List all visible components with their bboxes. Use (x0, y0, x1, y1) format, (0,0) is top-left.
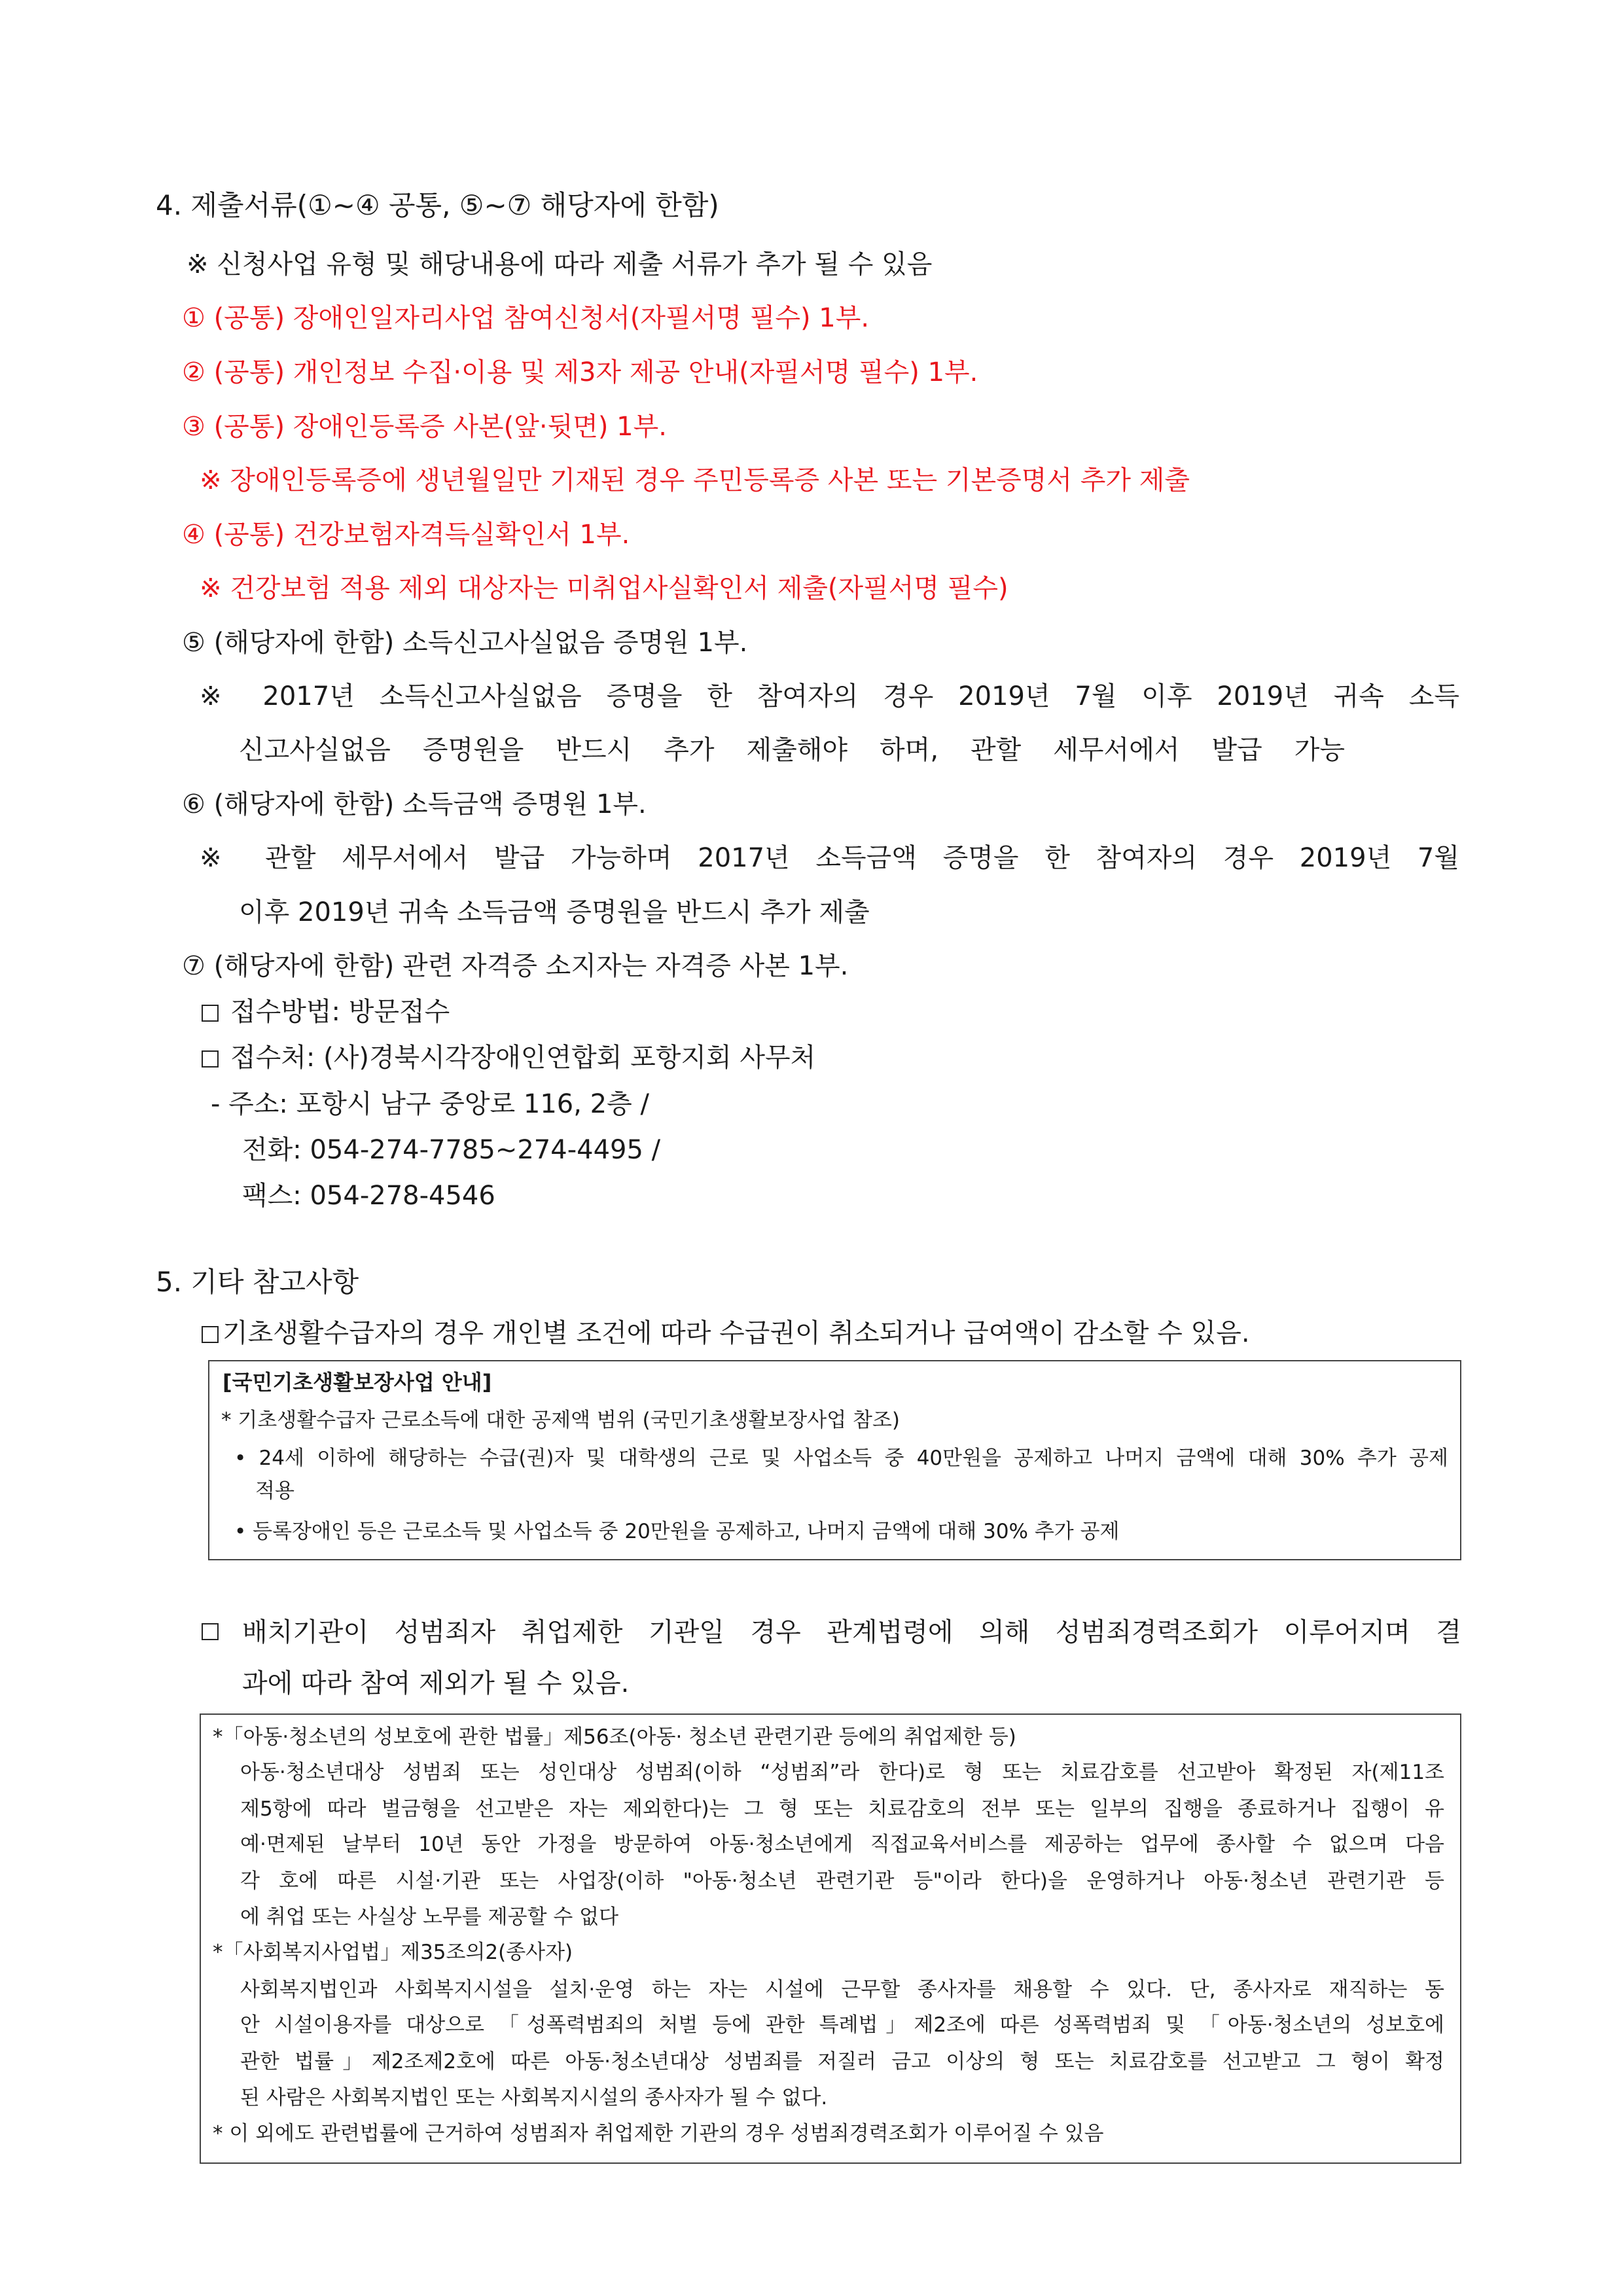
legal-box-line-5: 각 호에 따른 시설·기관 또는 사업장(이하 "아동·청소년 관련기관 등"이라 한다)을 운영하거나 아동·청소년 관련기관 등 (240, 1869, 1444, 1893)
section5-item-1-text: 기초생활수급자의 경우 개인별 조건에 따라 수급권이 취소되거나 급여액이 감소할 수 있음. (223, 1318, 1250, 1348)
legal-box-line-12: * 이 외에도 관련법률에 근거하여 성범죄자 취업제한 기관의 경우 성범죄경력조회가 이루어질 수 있음 (213, 2122, 1104, 2145)
receipt-address: - 주소: 포항시 남구 중앙로 116, 2층 / (211, 1089, 649, 1119)
legal-box-line-10: 관한 법률」제2조제2호에 따른 아동·청소년대상 성범죄를 저질러 금고 이상의 형 또는 치료감호를 선고받고 그 형이 확정 (240, 2050, 1444, 2073)
receipt-phone: 전화: 054-274-7785~274-4495 / (242, 1135, 661, 1165)
legal-box-line-6: 에 취업 또는 사실상 노무를 제공할 수 없다 (240, 1905, 619, 1929)
legal-box-line-11: 된 사람은 사회복지법인 또는 사회복지시설의 종사자가 될 수 없다. (240, 2086, 828, 2109)
doc-item-5-note-line2: 신고사실없음 증명원을 반드시 추가 제출해야 하며, 관할 세무서에서 발급 가능 (239, 735, 1345, 765)
section5-item-2-line1: 배치기관이 성범죄자 취업제한 기관일 경우 관계법령에 의해 성범죄경력조회가 이루어지며 결 (242, 1617, 1461, 1647)
checkbox-square-icon (202, 1050, 219, 1067)
legal-box-line-9: 안 시설이용자를 대상으로 「성폭력범죄의 처벌 등에 관한 특례법」제2조에 따른 성폭력범죄 및 「아동·청소년의 성보호에 (240, 2013, 1444, 2037)
doc-item-4-note: ※ 건강보험 적용 제외 대상자는 미취업사실확인서 제출(자필서명 필수) (200, 573, 1008, 603)
livelihood-info-box (208, 1360, 1461, 1560)
legal-box-line-3: 제5항에 따라 벌금형을 선고받은 자는 제외한다)는 그 형 또는 치료감호의 전부 또는 일부의 집행을 종료하거나 집행이 유 (240, 1797, 1444, 1821)
section5-item-2-line2: 과에 따라 참여 제외가 될 수 있음. (242, 1668, 630, 1698)
doc-item-5: ⑤ (해당자에 한함) 소득신고사실없음 증명원 1부. (182, 628, 748, 658)
livelihood-box-title: [국민기초생활보장사업 안내] (223, 1370, 492, 1395)
doc-item-3: ③ (공통) 장애인등록증 사본(앞·뒷면) 1부. (182, 412, 667, 442)
doc-item-5-note-line1: ※ 2017년 소득신고사실없음 증명을 한 참여자의 경우 2019년 7월 이후 2019년 귀속 소득 (200, 681, 1459, 711)
legal-box-line-7: *「사회복지사업법」제35조의2(종사자) (213, 1941, 573, 1964)
receipt-place-text: 접수처: (사)경북시각장애인연합회 포항지회 사무처 (230, 1043, 816, 1073)
doc-item-7: ⑦ (해당자에 한함) 관련 자격증 소지자는 자격증 사본 1부. (182, 951, 849, 981)
doc-item-1: ① (공통) 장애인일자리사업 참여신청서(자필서명 필수) 1부. (182, 303, 870, 333)
receipt-fax: 팩스: 054-278-4546 (242, 1181, 495, 1211)
receipt-place (202, 1042, 815, 1073)
legal-notice-box (200, 1713, 1461, 2164)
checkbox-square-icon (202, 1623, 219, 1640)
doc-item-3-note: ※ 장애인등록증에 생년월일만 기재된 경우 주민등록증 사본 또는 기본증명서 추가 제출 (200, 465, 1190, 495)
legal-box-line-8: 사회복지법인과 사회복지시설을 설치·운영 하는 자는 시설에 근무할 종사자를 채용할 수 있다. 단, 종사자로 재직하는 동 (240, 1978, 1444, 2001)
section5-item-2 (202, 1617, 1461, 1648)
livelihood-box-line-3: 적용 (255, 1479, 294, 1503)
doc-item-2: ② (공통) 개인정보 수집·이용 및 제3자 제공 안내(자필서명 필수) 1부. (182, 357, 978, 387)
section5-title: 5. 기타 참고사항 (156, 1266, 359, 1298)
livelihood-box-line-4: • 등록장애인 등은 근로소득 및 사업소득 중 20만원을 공제하고, 나머지 금액에 대해 30% 추가 공제 (234, 1520, 1120, 1543)
doc-item-6-note-line2: 이후 2019년 귀속 소득금액 증명원을 반드시 추가 제출 (239, 897, 870, 927)
legal-box-line-1: *「아동·청소년의 성보호에 관한 법률」제56조(아동· 청소년 관련기관 등에의 취업제한 등) (213, 1725, 1016, 1749)
livelihood-box-line-1: * 기초생활수급자 근로소득에 대한 공제액 범위 (국민기초생활보장사업 참조) (221, 1408, 900, 1432)
doc-item-6: ⑥ (해당자에 한함) 소득금액 증명원 1부. (182, 789, 647, 819)
legal-box-line-4: 예·면제된 날부터 10년 동안 가정을 방문하여 아동·청소년에게 직접교육서비스를 제공하는 업무에 종사할 수 없으며 다음 (240, 1833, 1444, 1856)
receipt-method (202, 996, 450, 1028)
section4-note: ※ 신청사업 유형 및 해당내용에 따라 제출 서류가 추가 될 수 있음 (187, 249, 933, 279)
legal-box-line-2: 아동·청소년대상 성범죄 또는 성인대상 성범죄(이하 “성범죄”라 한다)로 형 또는 치료감호를 선고받아 확정된 자(제11조 (240, 1761, 1444, 1784)
doc-item-6-note-line1: ※ 관할 세무서에서 발급 가능하며 2017년 소득금액 증명을 한 참여자의 경우 2019년 7월 (200, 843, 1459, 873)
section5-item-1 (202, 1318, 1250, 1349)
livelihood-box-line-2: • 24세 이하에 해당하는 수급(권)자 및 대학생의 근로 및 사업소득 중 40만원을 공제하고 나머지 금액에 대해 30% 추가 공제 (234, 1446, 1448, 1470)
checkbox-square-icon (202, 1326, 219, 1343)
doc-item-4: ④ (공통) 건강보험자격득실확인서 1부. (182, 520, 630, 550)
receipt-method-text: 접수방법: 방문접수 (230, 997, 450, 1027)
checkbox-square-icon (202, 1005, 219, 1022)
section4-title: 4. 제출서류(①~④ 공통, ⑤~⑦ 해당자에 한함) (156, 189, 719, 221)
